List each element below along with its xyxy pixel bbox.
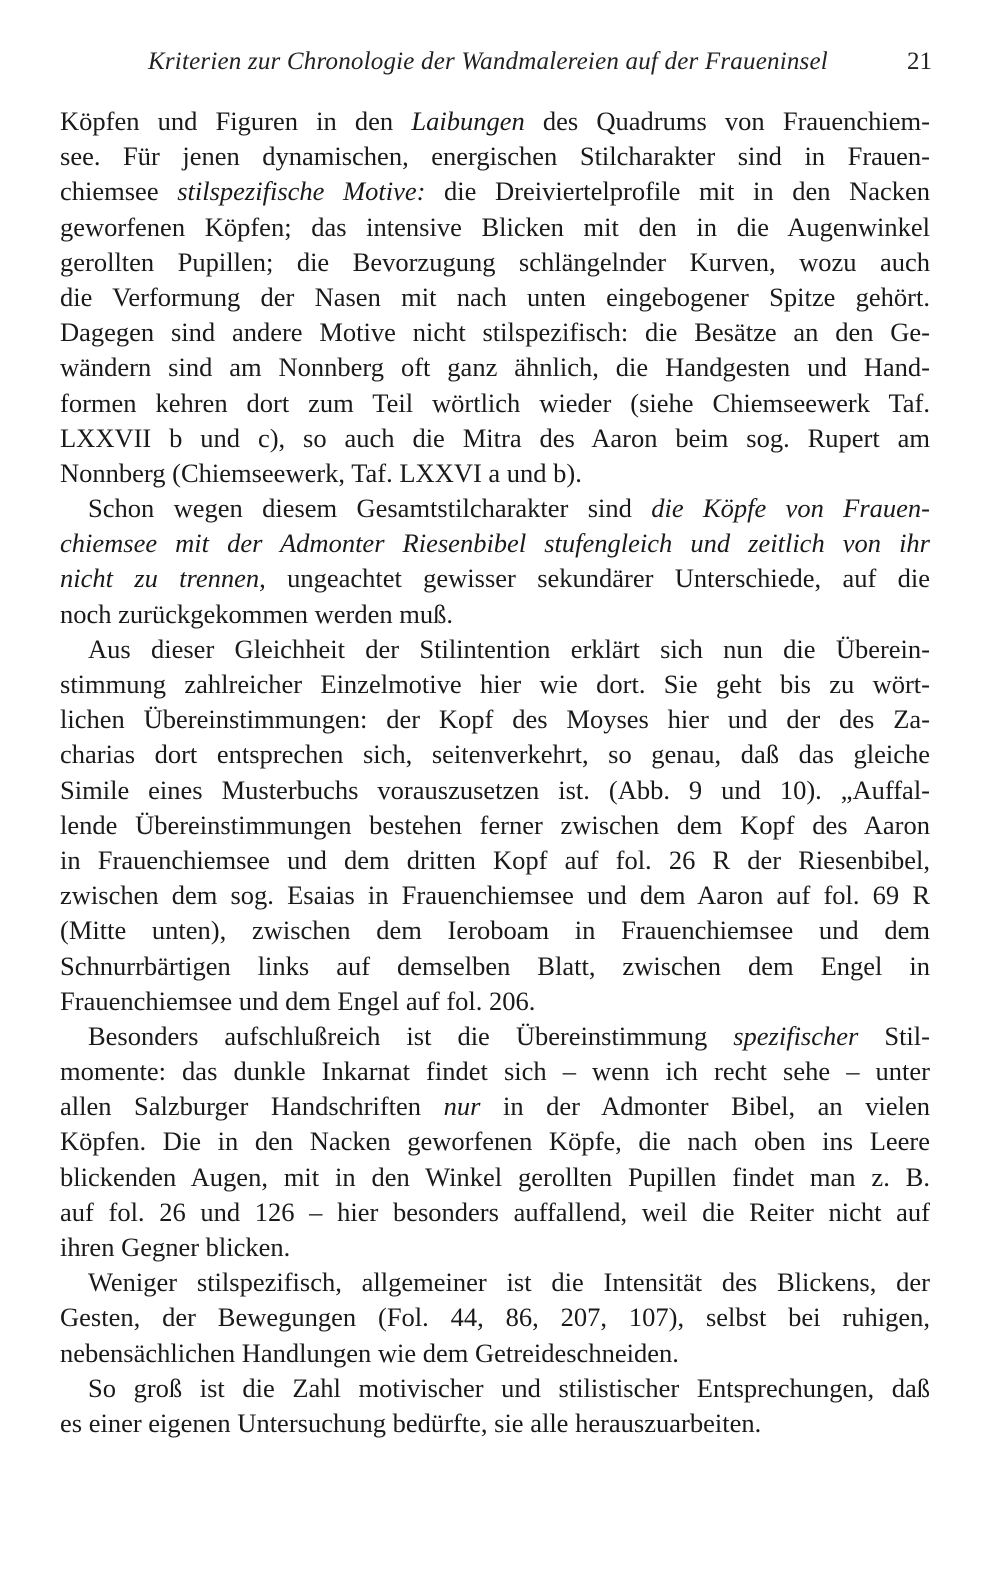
text-line <box>60 280 930 315</box>
text-line <box>60 1019 930 1054</box>
text-line <box>60 632 930 667</box>
text-run: LXXVII b und c), so auch die Mitra des Aaron beim sog. Rupert am <box>60 422 930 453</box>
text-line <box>60 737 930 772</box>
text-line <box>60 667 930 702</box>
text-line <box>60 843 930 878</box>
text-run: allen Salzburger Handschriften <box>60 1091 444 1122</box>
text-run: see. Für jenen dynamischen, energischen Stilcharakter sind in Frauen- <box>60 141 930 172</box>
body-text <box>60 104 930 1441</box>
text-run: die Dreiviertelprofile mit in den Nacken <box>425 176 930 207</box>
text-run: Schnurrbärtigen links auf demselben Blatt, zwischen dem Engel in <box>60 950 930 981</box>
text-run: es einer eigenen Untersuchung bedürfte, sie alle herauszuarbeiten. <box>60 1407 762 1438</box>
text-run: in der Admonter Bibel, an vielen <box>480 1091 930 1122</box>
text-run: wändern sind am Nonnberg oft ganz ähnlich, die Handgesten und Hand- <box>60 352 930 383</box>
text-run: auf fol. 26 und 126 – hier besonders auffallend, weil die Reiter nicht auf <box>60 1196 930 1227</box>
text-line <box>60 1300 930 1335</box>
text-run: lende Übereinstimmungen bestehen ferner zwischen dem Kopf des Aaron <box>60 809 930 840</box>
text-line <box>60 1371 930 1406</box>
text-line <box>60 210 930 245</box>
text-line <box>60 1406 930 1441</box>
text-run: noch zurückgekommen werden muß. <box>60 598 453 629</box>
text-line <box>60 174 930 209</box>
text-run: in Frauenchiemsee und dem dritten Kopf auf fol. 26 R der Riesenbibel, <box>60 844 930 875</box>
text-run: Weniger stilspezifisch, allgemeiner ist die Intensität des Blickens, der <box>88 1267 930 1298</box>
italic-run: chiemsee mit der Admonter Riesenbibel stufengleich und zeitlich von ihr <box>60 528 930 559</box>
text-run: die Verformung der Nasen mit nach unten eingebogener Spitze gehört. <box>60 281 930 312</box>
text-line <box>60 773 930 808</box>
text-line <box>60 702 930 737</box>
text-run: Stil- <box>858 1020 930 1051</box>
text-run: Dagegen sind andere Motive nicht stilspezifisch: die Besätze an den Ge- <box>60 317 930 348</box>
text-run: chiemsee <box>60 176 178 207</box>
text-run: (Mitte unten), zwischen dem Ieroboam in Frauenchiemsee und dem <box>60 915 930 946</box>
italic-run: Laibungen <box>411 106 525 136</box>
italic-run: die Köpfe von Frauen- <box>651 493 930 524</box>
text-line <box>60 526 930 561</box>
text-run: momente: das dunkle Inkarnat findet sich – wenn ich recht sehe – unter <box>60 1056 930 1087</box>
text-run: Schon wegen diesem Gesamtstilcharakter sind <box>88 493 652 524</box>
running-header <box>60 48 932 88</box>
italic-run: nur <box>443 1091 481 1122</box>
text-run: geworfenen Köpfen; das intensive Blicken mit den in die Augenwinkel <box>60 211 930 242</box>
text-line <box>60 1265 930 1300</box>
text-run: Aus dieser Gleichheit der Stilintention erklärt sich nun die Überein- <box>88 633 930 664</box>
text-line <box>60 1336 930 1371</box>
text-run: So groß ist die Zahl motivischer und stilistischer Entsprechungen, daß <box>88 1372 930 1403</box>
text-line <box>60 913 930 948</box>
running-title: Kriterien zur Chronologie der Wandmalereien auf der Fraueninsel <box>148 48 828 75</box>
text-run: Köpfen und Figuren in den <box>60 106 412 136</box>
text-run: ungeachtet gewisser sekundärer Unterschiede, auf die <box>265 563 930 594</box>
text-line <box>60 315 930 350</box>
text-run: Nonnberg (Chiemseewerk, Taf. LXXVI a und b). <box>60 457 582 488</box>
text-run: Frauenchiemsee und dem Engel auf fol. 206. <box>60 985 536 1016</box>
text-run: Köpfen. Die in den Nacken geworfenen Köpfe, die nach oben ins Leere <box>60 1126 930 1157</box>
text-line <box>60 1089 930 1124</box>
text-line <box>60 1160 930 1195</box>
text-run: des Quadrums von Frauenchiem- <box>524 106 930 136</box>
text-line <box>60 1124 930 1159</box>
text-line <box>60 878 930 913</box>
text-line <box>60 1054 930 1089</box>
page-number: 21 <box>907 48 932 75</box>
text-line <box>60 139 930 174</box>
italic-run: spezifischer <box>733 1020 859 1051</box>
text-run: zwischen dem sog. Esaias in Frauenchiemsee und dem Aaron auf fol. 69 R <box>60 880 930 911</box>
text-line <box>60 1195 930 1230</box>
text-run: Besonders aufschlußreich ist die Übereinstimmung <box>88 1020 734 1051</box>
text-run: stimmung zahlreicher Einzelmotive hier wie dort. Sie geht bis zu wört- <box>60 669 930 699</box>
text-line <box>60 421 930 456</box>
text-line <box>60 456 930 491</box>
text-run: nebensächlichen Handlungen wie dem Getreideschneiden. <box>60 1337 679 1368</box>
text-line <box>60 984 930 1019</box>
text-run: ihren Gegner blicken. <box>60 1232 291 1262</box>
text-line <box>60 491 930 526</box>
text-line <box>60 561 930 596</box>
text-run: blickenden Augen, mit in den Winkel gerollten Pupillen findet man z. B. <box>60 1161 930 1192</box>
text-run: lichen Übereinstimmungen: der Kopf des Moyses hier und der des Za- <box>60 704 930 735</box>
text-line <box>60 245 930 280</box>
text-line <box>60 350 930 385</box>
text-run: charias dort entsprechen sich, seitenverkehrt, so genau, daß das gleiche <box>60 739 930 770</box>
text-run: formen kehren dort zum Teil wörtlich wieder (siehe Chiemseewerk Taf. <box>60 387 930 418</box>
text-line <box>60 104 930 139</box>
text-line <box>60 949 930 984</box>
text-run: gerollten Pupillen; die Bevorzugung schlängelnder Kurven, wozu auch <box>60 246 930 277</box>
italic-run: nicht zu trennen, <box>60 563 266 594</box>
text-run: Gesten, der Bewegungen (Fol. 44, 86, 207, 107), selbst bei ruhigen, <box>60 1302 930 1333</box>
italic-run: stilspezifische Motive: <box>177 176 426 207</box>
text-line <box>60 597 930 632</box>
text-line <box>60 1230 930 1265</box>
text-run: Simile eines Musterbuchs vorauszusetzen ist. (Abb. 9 und 10). „Auffal- <box>60 774 930 805</box>
text-line <box>60 808 930 843</box>
text-line <box>60 386 930 421</box>
